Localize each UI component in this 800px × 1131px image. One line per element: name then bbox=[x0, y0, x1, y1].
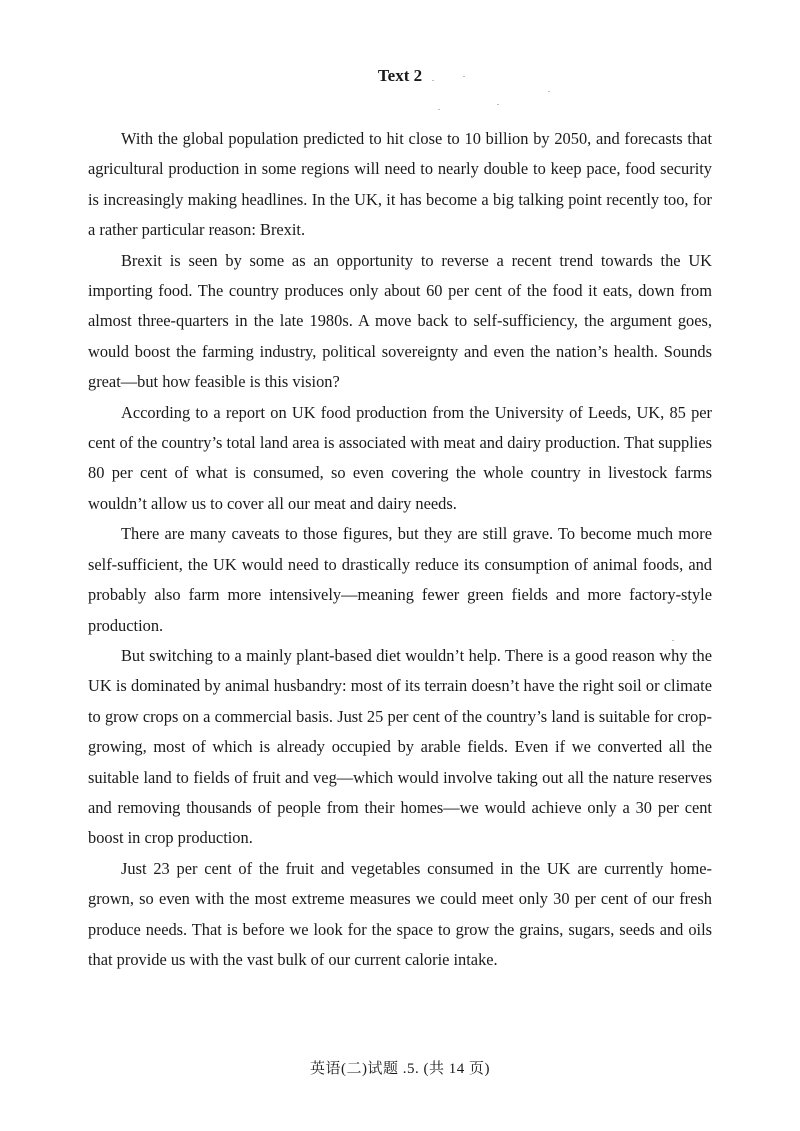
paragraph-6: Just 23 per cent of the fruit and vegetables consumed in the UK are currently home-grown, so even with the most extreme measures we could meet only 30 per cent of our fresh produce needs. That is before we look for the space to grow the grains, sugars, seeds and oils that provide us with the vast bulk of our current calorie intake. bbox=[88, 858, 712, 969]
scan-speck bbox=[438, 109, 440, 110]
paragraph-3: According to a report on UK food production from the University of Leeds, UK, 85 per cent of the country’s total land area is associated with meat and dairy production. That supplies 80 per cent of what is consumed, so even covering the whole country in livestock farms wouldn’t allow us to cover all our meat and dairy needs. bbox=[88, 402, 712, 513]
passage bbox=[88, 124, 712, 975]
paragraph-4: There are many caveats to those figures, but they are still grave. To become much more self-sufficient, the UK would need to drastically reduce its consumption of animal foods, and probably also farm more intensively—meaning fewer green fields and more factory-style production. bbox=[88, 524, 712, 635]
scan-speck bbox=[432, 80, 434, 81]
scan-speck bbox=[672, 640, 674, 641]
page-footer: 英语(二)试题 .5. (共 14 页) bbox=[310, 1061, 490, 1077]
paragraph-5: But switching to a mainly plant-based diet wouldn’t help. There is a good reason why the UK is dominated by animal husbandry: most of its terrain doesn’t have the right soil or climate to grow crops on a commercial basis. Just 25 per cent of the country’s land is suitable for crop-growing, most of which is already occupied by arable fields. Even if we converted all the suitable land to fields of fruit and veg—which would involve taking out all the nature reserves and removing thousands of people from their homes—we would achieve only a 30 per cent boost in crop production. bbox=[88, 645, 712, 848]
scan-speck bbox=[497, 104, 499, 105]
scan-speck bbox=[548, 91, 550, 92]
paragraph-2: Brexit is seen by some as an opportunity to reverse a recent trend towards the UK importing food. The country produces only about 60 per cent of the food it eats, down from almost three-quarters in the late 1980s. A move back to self-sufficiency, the argument goes, would boost the farming industry, political sovereignty and even the nation’s health. Sounds great—but how feasible is this vision? bbox=[88, 250, 712, 392]
paragraph-1: With the global population predicted to hit close to 10 billion by 2050, and forecasts that agricultural production in some regions will need to nearly double to keep pace, food security is increasingly making headlines. In the UK, it has become a big talking point recently too, for a rather particular reason: Brexit. bbox=[88, 129, 712, 240]
scan-speck bbox=[463, 76, 465, 77]
section-title: Text 2 bbox=[377, 66, 423, 85]
